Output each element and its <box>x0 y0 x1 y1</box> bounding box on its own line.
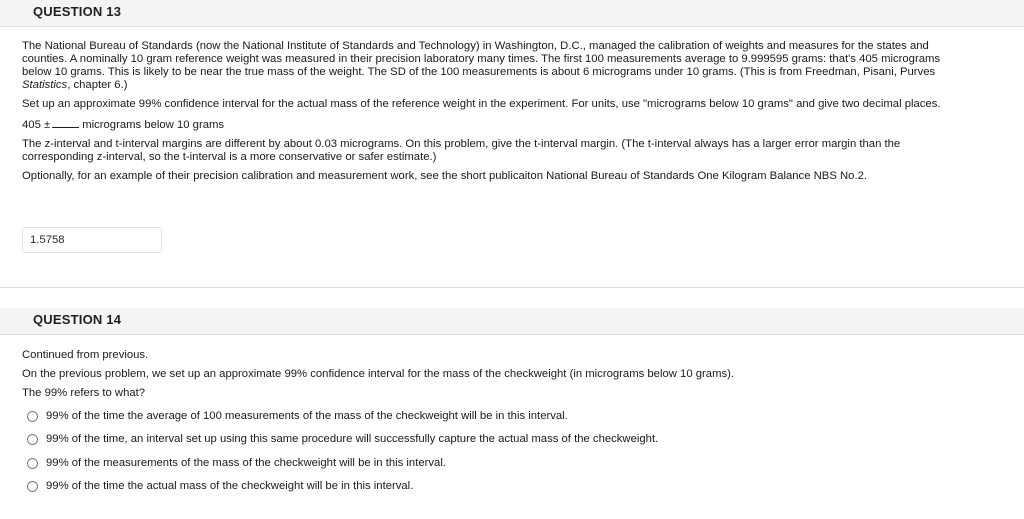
option-label: 99% of the time the actual mass of the checkweight will be in this interval. <box>46 480 414 492</box>
blank-line <box>52 117 79 128</box>
radio-button[interactable] <box>27 481 38 492</box>
question-13-formula <box>22 117 952 132</box>
question-14-header <box>0 308 1024 335</box>
intro-text: The National Bureau of Standards (now the National Institute of Standards and Technology) in Washington, D.C., managed the calibration of weights and measures for the states and counties. A nominally 10 gram reference weight was measured in their precision laboratory many times. The first 100 measurements average to 9.999595 grams: that's 405 micrograms below 10 grams. This is likely to be near the true mass of the weight. The SD of the 100 measurements is about 6 micrograms under 10 grams. (This is from Freedman, Pisani, Purves <box>22 40 941 78</box>
answer-option-1[interactable] <box>27 410 568 423</box>
question-14-title: QUESTION 14 <box>33 312 122 327</box>
answer-input[interactable]: 1.5758 <box>22 227 162 253</box>
answer-option-3[interactable] <box>27 457 446 470</box>
answer-option-2[interactable] <box>27 433 658 446</box>
question-14-body <box>22 349 952 406</box>
radio-button[interactable] <box>27 458 38 469</box>
radio-button[interactable] <box>27 434 38 445</box>
question-13-note: The z-interval and t-interval margins are different by about 0.03 micrograms. On this problem, give the t-interval margin. (The t-interval always has a larger error margin than the corresponding z-interval, so the t-interval is a more conservative or safer estimate.) <box>22 138 901 163</box>
question-13-intro <box>22 40 952 92</box>
question-divider <box>0 287 1024 288</box>
option-label: 99% of the measurements of the mass of the checkweight will be in this interval. <box>46 457 446 469</box>
question-13-instruction: Set up an approximate 99% confidence interval for the actual mass of the reference weight in the experiment. For units, use "micrograms below 10 grams" and give two decimal places. <box>22 98 941 110</box>
formula-prefix: 405 ± <box>22 119 51 131</box>
radio-button[interactable] <box>27 411 38 422</box>
question-14-line1: Continued from previous. <box>22 349 149 361</box>
answer-option-4[interactable] <box>27 480 413 493</box>
option-label: 99% of the time the average of 100 measurements of the mass of the checkweight will be in this interval. <box>46 410 568 422</box>
question-14-line2: On the previous problem, we set up an approximate 99% confidence interval for the mass of the checkweight (in micrograms below 10 grams). <box>22 368 735 380</box>
formula-suffix: micrograms below 10 grams <box>82 119 225 131</box>
question-13-header <box>0 0 1024 27</box>
question-13-title: QUESTION 13 <box>33 4 122 19</box>
intro-text-end: , chapter 6.) <box>67 79 128 91</box>
book-title: Statistics <box>22 79 68 91</box>
question-14-line3: The 99% refers to what? <box>22 387 146 399</box>
option-label: 99% of the time, an interval set up using this same procedure will successfully capture the actual mass of the checkweight. <box>46 433 659 445</box>
question-13-body <box>22 40 952 189</box>
question-13-optional: Optionally, for an example of their precision calibration and measurement work, see the short publicaiton National Bureau of Standards One Kilogram Balance NBS No.2. <box>22 170 867 182</box>
